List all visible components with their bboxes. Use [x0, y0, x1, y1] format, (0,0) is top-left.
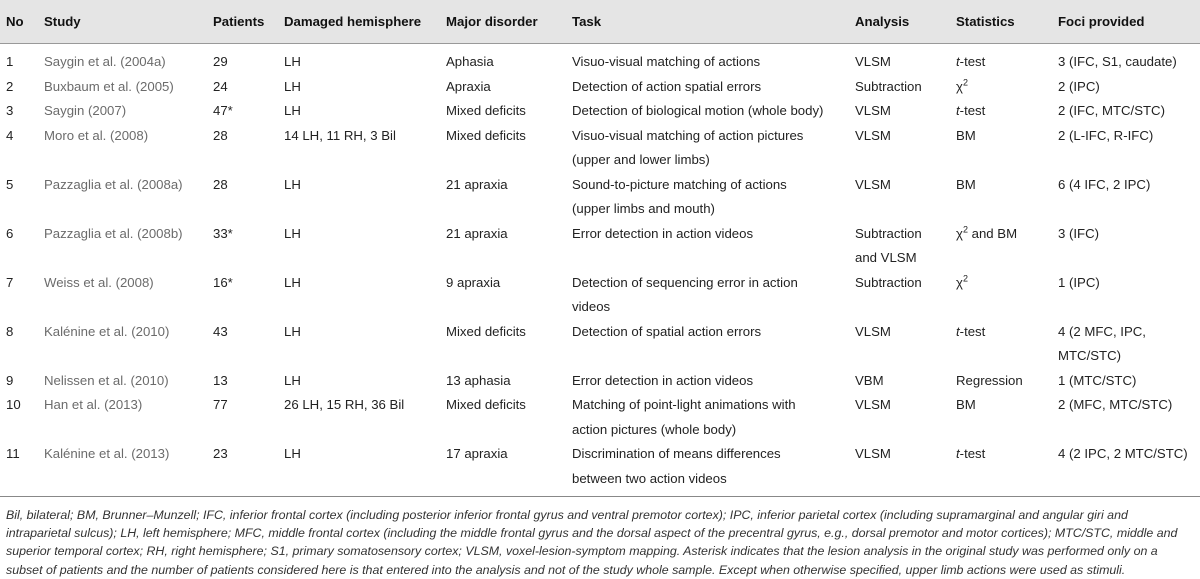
- cell-study: Pazzaglia et al. (2008b): [44, 225, 183, 241]
- table-row: [0, 44, 1200, 75]
- stat-suffix: -test: [959, 54, 986, 69]
- cell-disorder: Mixed deficits: [446, 323, 526, 339]
- stat-superscript: 2: [962, 224, 968, 235]
- table-row: [0, 393, 1200, 442]
- foci-line: 4 (2 MFC, IPC,: [1058, 323, 1146, 339]
- cell-analysis: [849, 222, 950, 271]
- stat-suffix: -test: [959, 103, 986, 118]
- cell-hemisphere: LH: [284, 323, 301, 339]
- table-row: [0, 75, 1200, 100]
- task-line: Error detection in action videos: [572, 225, 754, 241]
- cell-task: [566, 222, 849, 271]
- foci-line: 1 (IPC): [1058, 274, 1100, 290]
- cell-study: Kalénine et al. (2013): [38, 442, 207, 497]
- header-foci-provided: Foci provided: [1052, 0, 1200, 44]
- cell-disorder: Mixed deficits: [446, 103, 526, 118]
- table-body: [0, 44, 1200, 497]
- cell-disorder: 21 apraxia: [446, 176, 508, 192]
- task-line: between two action videos: [572, 470, 727, 486]
- cell-analysis: [849, 320, 950, 369]
- header-damaged-hemisphere: Damaged hemisphere: [278, 0, 440, 44]
- table-row: [0, 369, 1200, 394]
- table-row: [0, 222, 1200, 271]
- analysis-line: VLSM: [855, 176, 891, 192]
- cell-task: [566, 99, 849, 124]
- analysis-line: VLSM: [855, 103, 891, 118]
- cell-task: [566, 393, 849, 442]
- stat-italic: t: [956, 54, 960, 69]
- cell-patients: 43: [213, 323, 228, 339]
- stat-italic: t: [956, 446, 960, 461]
- cell-patients: 28: [213, 176, 228, 192]
- cell-statistics: [950, 393, 1052, 442]
- analysis-line: VLSM: [855, 323, 891, 339]
- cell-no: 4: [6, 127, 14, 143]
- cell-foci: [1052, 99, 1200, 124]
- task-line: Detection of biological motion (whole body): [572, 103, 824, 118]
- foci-line: 6 (4 IFC, 2 IPC): [1058, 176, 1151, 192]
- header-study: Study: [38, 0, 207, 44]
- cell-statistics: [950, 271, 1052, 320]
- cell-analysis: [849, 393, 950, 442]
- cell-no: 3: [6, 103, 14, 118]
- cell-patients: 24: [213, 78, 228, 94]
- cell-no: 2: [6, 78, 14, 94]
- cell-analysis: [849, 124, 950, 173]
- task-line: (upper limbs and mouth): [572, 201, 715, 216]
- cell-foci: [1052, 173, 1200, 222]
- cell-hemisphere: LH: [284, 372, 301, 388]
- cell-hemisphere: LH: [284, 78, 301, 94]
- cell-analysis: [849, 271, 950, 320]
- cell-disorder: Mixed deficits: [446, 397, 526, 412]
- cell-statistics: [950, 44, 1052, 75]
- analysis-line: Subtraction: [855, 78, 922, 94]
- foci-line: 3 (IFC, S1, caudate): [1058, 54, 1177, 69]
- foci-line: 3 (IFC): [1058, 225, 1100, 241]
- cell-no: 8: [6, 323, 14, 339]
- header-statistics: Statistics: [950, 0, 1052, 44]
- cell-statistics: [950, 442, 1052, 497]
- cell-statistics: [950, 124, 1052, 173]
- cell-foci: [1052, 393, 1200, 442]
- cell-foci: [1052, 75, 1200, 100]
- cell-task: [566, 442, 849, 497]
- cell-hemisphere: LH: [284, 274, 301, 290]
- task-line: (upper and lower limbs): [572, 152, 710, 167]
- cell-study: Han et al. (2013): [44, 397, 143, 412]
- table-row: [0, 99, 1200, 124]
- table-row: [0, 320, 1200, 369]
- cell-patients: 23: [207, 442, 278, 497]
- cell-study: Saygin (2007): [44, 103, 127, 118]
- analysis-line: VLSM: [855, 397, 891, 412]
- cell-foci: [1052, 442, 1200, 497]
- table-row: [0, 271, 1200, 320]
- cell-disorder: 21 apraxia: [446, 225, 508, 241]
- cell-no: 10: [6, 397, 21, 412]
- cell-hemisphere: LH: [278, 442, 440, 497]
- foci-line: MTC/STC): [1058, 348, 1121, 363]
- cell-analysis: [849, 44, 950, 75]
- cell-statistics: [950, 222, 1052, 271]
- header-no: No: [0, 0, 38, 44]
- table-row: [0, 173, 1200, 222]
- cell-patients: 77: [213, 397, 228, 412]
- stat-suffix: -test: [959, 446, 986, 461]
- table-footnote: Bil, bilateral; BM, Brunner–Munzell; IFC, inferior frontal cortex (including posterior inferior frontal gyrus and ventral premotor cortex); IPC, inferior parietal cortex (including supramarginal and angular giri and intraparietal sulcus); LH, left hemisphere; MFC, middle frontal cortex (including the middle frontal gyrus and the dorsal aspect of the precentral gyrus, e.g., dorsal premotor and motor cortices); MTC/STC, middle and superior temporal cortex; RH, right hemisphere; S1, primary somatosensory cortex; VLSM, voxel-lesion-symptom mapping. Asterisk indicates that the lesion analysis in the original study was performed only on a subset of patients and the number of patients considered here is that entered into the analysis and not of the study whole sample. Except when otherwise specified, upper limb actions were used as stimuli.: [6, 508, 1178, 577]
- cell-study: Buxbaum et al. (2005): [44, 78, 174, 94]
- task-line: Detection of sequencing error in action: [572, 274, 798, 290]
- analysis-line: Subtraction: [855, 274, 922, 290]
- stat-text: BM: [956, 127, 976, 143]
- cell-analysis: [849, 369, 950, 394]
- task-line: Matching of point-light animations with: [572, 397, 796, 412]
- cell-study: Moro et al. (2008): [44, 127, 149, 143]
- cell-analysis: [849, 99, 950, 124]
- table-row: [0, 124, 1200, 173]
- header-analysis: Analysis: [849, 0, 950, 44]
- cell-no: 6: [6, 225, 14, 241]
- foci-line: 2 (L-IFC, R-IFC): [1058, 127, 1154, 143]
- cell-disorder: 13 aphasia: [446, 372, 511, 388]
- analysis-line: and VLSM: [855, 250, 917, 265]
- cell-foci: [1052, 369, 1200, 394]
- cell-task: [566, 75, 849, 100]
- table-row: [0, 442, 1200, 497]
- cell-task: [566, 124, 849, 173]
- stat-text: BM: [956, 397, 976, 412]
- cell-statistics: [950, 320, 1052, 369]
- cell-disorder: 9 apraxia: [446, 274, 501, 290]
- foci-line: 4 (2 IPC, 2 MTC/STC): [1058, 446, 1188, 461]
- cell-task: [566, 44, 849, 75]
- table-header-row: [0, 0, 1200, 44]
- cell-analysis: [849, 442, 950, 497]
- cell-no: 5: [6, 176, 14, 192]
- cell-patients: 47*: [213, 103, 233, 118]
- cell-task: [566, 369, 849, 394]
- cell-statistics: [950, 75, 1052, 100]
- cell-study: Weiss et al. (2008): [44, 274, 154, 290]
- task-line: Visuo-visual matching of actions: [572, 54, 761, 69]
- cell-no: 11: [0, 442, 38, 497]
- analysis-line: VLSM: [855, 127, 891, 143]
- cell-disorder: Mixed deficits: [446, 127, 526, 143]
- task-line: action pictures (whole body): [572, 421, 737, 437]
- stat-text: χ: [956, 78, 963, 94]
- header-major-disorder: Major disorder: [440, 0, 566, 44]
- cell-patients: 28: [213, 127, 228, 143]
- cell-task: [566, 320, 849, 369]
- cell-hemisphere: 26 LH, 15 RH, 36 Bil: [284, 397, 405, 412]
- cell-foci: [1052, 271, 1200, 320]
- cell-patients: 16*: [213, 274, 233, 290]
- cell-patients: 33*: [213, 225, 233, 241]
- cell-disorder: Apraxia: [446, 78, 491, 94]
- cell-hemisphere: LH: [284, 103, 301, 118]
- cell-study: Nelissen et al. (2010): [44, 372, 169, 388]
- foci-line: 2 (MFC, MTC/STC): [1058, 397, 1173, 412]
- stat-italic: t: [956, 323, 960, 339]
- cell-task: [566, 173, 849, 222]
- cell-statistics: [950, 173, 1052, 222]
- stat-text: BM: [956, 176, 976, 192]
- task-line: Detection of action spatial errors: [572, 78, 762, 94]
- stat-italic: t: [956, 103, 960, 118]
- cell-statistics: [950, 99, 1052, 124]
- cell-task: [566, 271, 849, 320]
- task-line: videos: [572, 299, 611, 314]
- cell-foci: [1052, 124, 1200, 173]
- cell-no: 1: [6, 54, 14, 69]
- foci-line: 2 (IPC): [1058, 78, 1100, 94]
- stat-suffix: -test: [959, 323, 986, 339]
- cell-foci: [1052, 320, 1200, 369]
- stat-superscript: 2: [962, 77, 968, 88]
- cell-disorder: 17 apraxia: [440, 442, 566, 497]
- cell-analysis: [849, 173, 950, 222]
- cell-patients: 13: [213, 372, 228, 388]
- task-line: Error detection in action videos: [572, 372, 754, 388]
- stat-text: Regression: [956, 372, 1023, 388]
- task-line: Discrimination of means differences: [572, 446, 781, 461]
- foci-line: 2 (IFC, MTC/STC): [1058, 103, 1165, 118]
- task-line: Detection of spatial action errors: [572, 323, 762, 339]
- cell-study: Saygin et al. (2004a): [44, 54, 166, 69]
- task-line: Visuo-visual matching of action pictures: [572, 127, 804, 143]
- analysis-line: VLSM: [855, 446, 891, 461]
- stat-text: χ: [956, 225, 963, 241]
- cell-hemisphere: LH: [284, 54, 301, 69]
- header-patients: Patients: [207, 0, 278, 44]
- analysis-line: VBM: [855, 372, 884, 388]
- stat-suffix: and BM: [967, 225, 1018, 241]
- stat-superscript: 2: [962, 273, 968, 284]
- cell-foci: [1052, 222, 1200, 271]
- cell-patients: 29: [213, 54, 228, 69]
- cell-foci: [1052, 44, 1200, 75]
- cell-hemisphere: LH: [284, 225, 301, 241]
- cell-hemisphere: LH: [284, 176, 301, 192]
- cell-hemisphere: 14 LH, 11 RH, 3 Bil: [284, 127, 396, 143]
- cell-study: Pazzaglia et al. (2008a): [44, 176, 183, 192]
- analysis-line: VLSM: [855, 54, 891, 69]
- stat-text: χ: [956, 274, 963, 290]
- cell-statistics: [950, 369, 1052, 394]
- header-task: Task: [566, 0, 849, 44]
- task-line: Sound-to-picture matching of actions: [572, 176, 787, 192]
- cell-study: Kalénine et al. (2010): [44, 323, 170, 339]
- cell-disorder: Aphasia: [446, 54, 494, 69]
- analysis-line: Subtraction: [855, 225, 922, 241]
- cell-no: 7: [6, 274, 14, 290]
- foci-line: 1 (MTC/STC): [1058, 372, 1137, 388]
- cell-analysis: [849, 75, 950, 100]
- cell-no: 9: [6, 372, 14, 388]
